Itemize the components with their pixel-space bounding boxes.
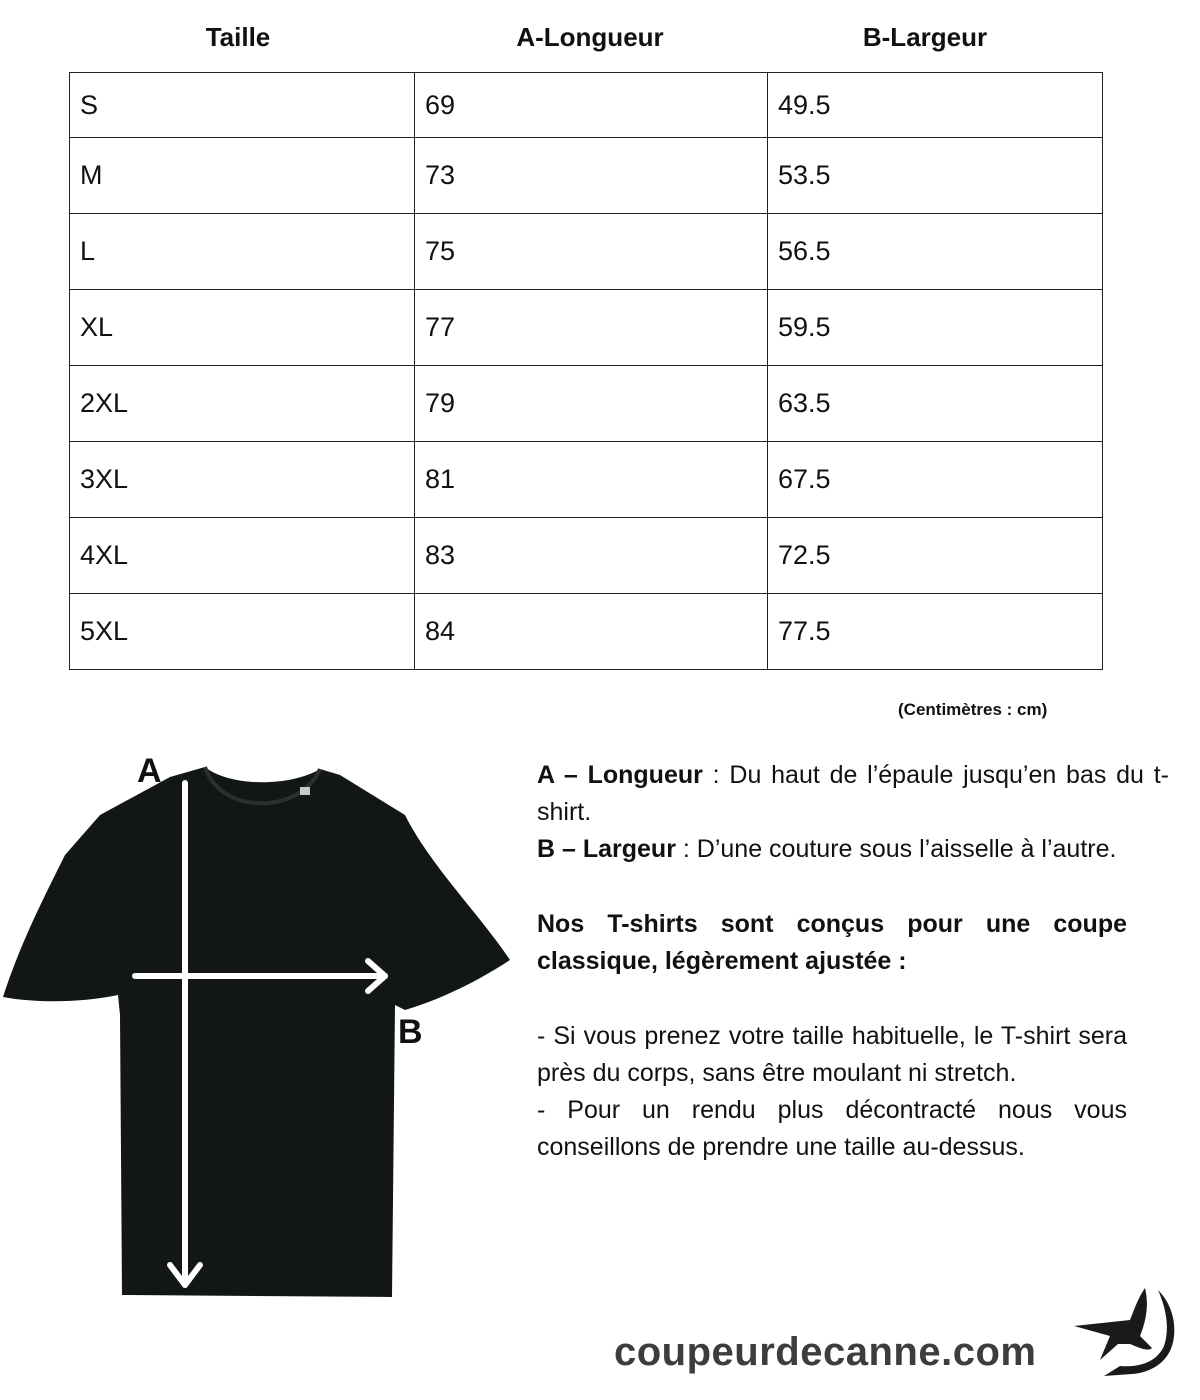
description xyxy=(537,757,1169,1166)
width-cell: 67.5 xyxy=(768,442,1103,518)
width-cell: 72.5 xyxy=(768,518,1103,594)
bullet-item: - Si vous prenez votre taille habituelle, le T-shirt sera près du corps, sans être moulant ni stretch. xyxy=(537,1022,1127,1087)
header-a-longueur: A-Longueur xyxy=(516,22,664,52)
brand-name: coupeurdecanne.com xyxy=(614,1330,1037,1374)
table-row xyxy=(70,518,1103,594)
length-cell: 83 xyxy=(415,518,768,594)
size-cell: XL xyxy=(70,290,415,366)
tshirt-diagram xyxy=(0,745,515,1305)
airplane-logo-icon xyxy=(1070,1288,1180,1378)
length-cell: 84 xyxy=(415,594,768,670)
width-cell: 59.5 xyxy=(768,290,1103,366)
header-b-largeur: B-Largeur xyxy=(862,22,988,52)
table-row xyxy=(70,290,1103,366)
table-row xyxy=(70,214,1103,290)
length-cell: 77 xyxy=(415,290,768,366)
text-a: : Du haut de l’épaule jusqu’en bas du t-shirt. xyxy=(537,761,1170,826)
fit-title: Nos T-shirts sont conçus pour une coupe classique, légèrement ajustée : xyxy=(537,910,1127,975)
length-cell: 79 xyxy=(415,366,768,442)
length-cell: 81 xyxy=(415,442,768,518)
width-cell: 49.5 xyxy=(768,73,1103,138)
definition-a xyxy=(537,757,1169,831)
unit-note: (Centimètres : cm) xyxy=(898,700,1048,719)
text-b: : D’une couture sous l’aisselle à l’autre. xyxy=(675,835,1117,863)
length-cell: 69 xyxy=(415,73,768,138)
width-cell: 53.5 xyxy=(768,138,1103,214)
table-row xyxy=(70,594,1103,670)
size-table xyxy=(69,72,1103,670)
table-row xyxy=(70,73,1103,138)
term-a: A – Longueur xyxy=(537,761,703,789)
size-cell: L xyxy=(70,214,415,290)
size-cell: 3XL xyxy=(70,442,415,518)
table-row xyxy=(70,138,1103,214)
term-b: B – Largeur xyxy=(537,835,676,863)
fit-bullets xyxy=(537,1018,1127,1166)
header-taille: Taille xyxy=(205,22,271,52)
width-cell: 63.5 xyxy=(768,366,1103,442)
table-row xyxy=(70,366,1103,442)
table-row xyxy=(70,442,1103,518)
size-cell: M xyxy=(70,138,415,214)
size-cell: 5XL xyxy=(70,594,415,670)
width-cell: 56.5 xyxy=(768,214,1103,290)
table-header xyxy=(0,22,1200,62)
size-cell: 2XL xyxy=(70,366,415,442)
label-b: B xyxy=(398,1013,423,1051)
size-cell: 4XL xyxy=(70,518,415,594)
definition-b xyxy=(537,831,1169,868)
size-cell: S xyxy=(70,73,415,138)
neck-tag xyxy=(300,787,310,795)
label-a: A xyxy=(137,752,162,790)
length-cell: 73 xyxy=(415,138,768,214)
tshirt-icon xyxy=(3,767,510,1297)
bullet-item: - Pour un rendu plus décontracté nous vous conseillons de prendre une taille au-dessus. xyxy=(537,1096,1127,1161)
length-cell: 75 xyxy=(415,214,768,290)
width-cell: 77.5 xyxy=(768,594,1103,670)
